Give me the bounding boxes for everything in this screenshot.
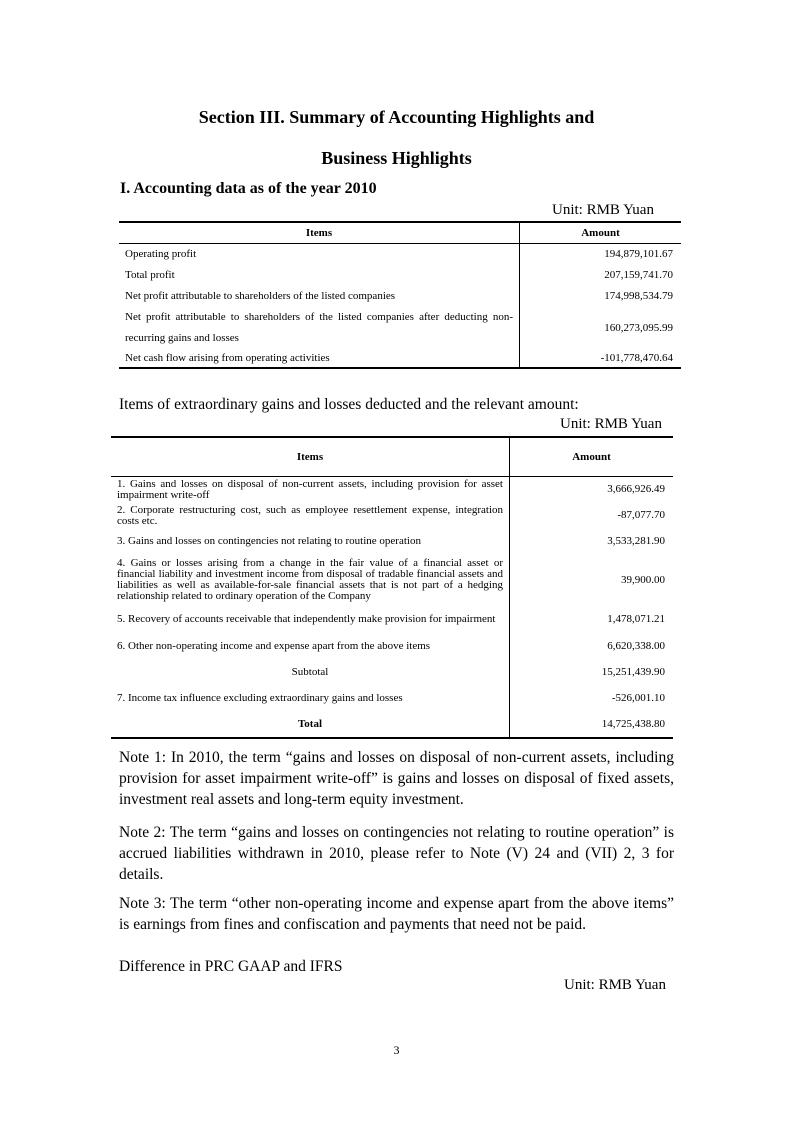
table-row (111, 477, 673, 503)
table-row (111, 555, 673, 606)
row-amount: -101,778,470.64 (600, 351, 673, 364)
row-item: Net profit attributable to shareholders of the listed companies (119, 286, 520, 307)
table-row (119, 244, 681, 265)
row-item: 4. Gains or losses arising from a change in the fair value of a financial asset or financial liability and investment income from disposal of tradable financial assets and liabilities as well as available-for-sale financial assets that is not part of a hedging relationship related to ordinary operation of the Company (111, 555, 510, 606)
table-row (111, 634, 673, 660)
table-row-total (111, 712, 673, 738)
section-title-line2: Business Highlights (321, 148, 472, 168)
row-amount: 3,533,281.90 (607, 535, 665, 547)
row-item: Total profit (119, 265, 520, 286)
row-amount: 6,620,338.00 (607, 640, 665, 652)
column-header-items: Items (111, 437, 510, 477)
row-item: Operating profit (119, 244, 520, 265)
row-amount: 207,159,741.70 (604, 269, 673, 281)
accounting-data-table (119, 221, 681, 369)
note-1: Note 1: In 2010, the term “gains and losses on disposal of non-current assets, including provision for asset impairment write-off” is gains and losses on disposal of fixed assets, investment real assets and long-term equity investment. (119, 749, 674, 808)
table-row (111, 606, 673, 634)
column-header-amount: Amount (510, 437, 674, 477)
note-2: Note 2: The term “gains and losses on contingencies not relating to routine operation” is accrued liabilities withdrawn in 2010, please refer to Note (V) 24 and (VII) 2, 3 for details. (119, 824, 674, 883)
row-amount: 160,273,095.99 (604, 321, 673, 334)
row-item: 2. Corporate restructuring cost, such as employee resettlement expense, integration costs etc. (111, 503, 510, 529)
row-amount: 1,478,071.21 (607, 613, 665, 625)
row-amount: 194,879,101.67 (604, 248, 673, 261)
table-header-row (111, 437, 673, 477)
row-amount: 174,998,534.79 (604, 290, 673, 302)
table-row (119, 265, 681, 286)
table-row-subtotal (111, 660, 673, 686)
table-row (111, 503, 673, 529)
row-item: 6. Other non-operating income and expense apart from the above items (111, 634, 510, 660)
unit-label-table3: Unit: RMB Yuan (564, 977, 666, 993)
table-row (119, 349, 681, 368)
table-row (119, 307, 681, 349)
row-item: Subtotal (111, 660, 510, 686)
unit-label-table1: Unit: RMB Yuan (552, 202, 654, 218)
difference-heading: Difference in PRC GAAP and IFRS (119, 958, 343, 975)
extraordinary-items-table (111, 436, 673, 739)
table-row (119, 286, 681, 307)
table-header-row (119, 222, 681, 244)
row-item: Net cash flow arising from operating activities (119, 349, 520, 368)
column-header-amount: Amount (520, 222, 682, 244)
row-amount: -526,001.10 (611, 692, 665, 704)
row-amount: 15,251,439.90 (601, 666, 665, 678)
section-title-line1: Section III. Summary of Accounting Highlights and (198, 107, 595, 127)
row-amount: -87,077.70 (617, 509, 665, 521)
table-row (111, 529, 673, 555)
row-item: Total (111, 712, 510, 738)
row-item: 7. Income tax influence excluding extraordinary gains and losses (111, 686, 510, 712)
row-amount: 14,725,438.80 (601, 717, 665, 730)
column-header-items: Items (119, 222, 520, 244)
table-row (111, 686, 673, 712)
row-amount: 39,900.00 (621, 573, 665, 586)
unit-label-table2: Unit: RMB Yuan (560, 416, 662, 432)
accounting-data-heading: I. Accounting data as of the year 2010 (120, 180, 377, 197)
page-number: 3 (393, 1043, 400, 1057)
row-item: 3. Gains and losses on contingencies not relating to routine operation (111, 529, 510, 555)
note-3: Note 3: The term “other non-operating income and expense apart from the above items” is earnings from fines and confiscation and payments that need not be paid. (119, 895, 674, 933)
row-amount: 3,666,926.49 (607, 483, 665, 496)
extraordinary-items-intro: Items of extraordinary gains and losses deducted and the relevant amount: (119, 396, 579, 413)
row-item: 5. Recovery of accounts receivable that independently make provision for impairment (111, 606, 510, 634)
row-item: Net profit attributable to shareholders of the listed companies after deducting non-recurring gains and losses (119, 307, 520, 349)
row-item: 1. Gains and losses on disposal of non-current assets, including provision for asset impairment write-off (111, 477, 510, 503)
